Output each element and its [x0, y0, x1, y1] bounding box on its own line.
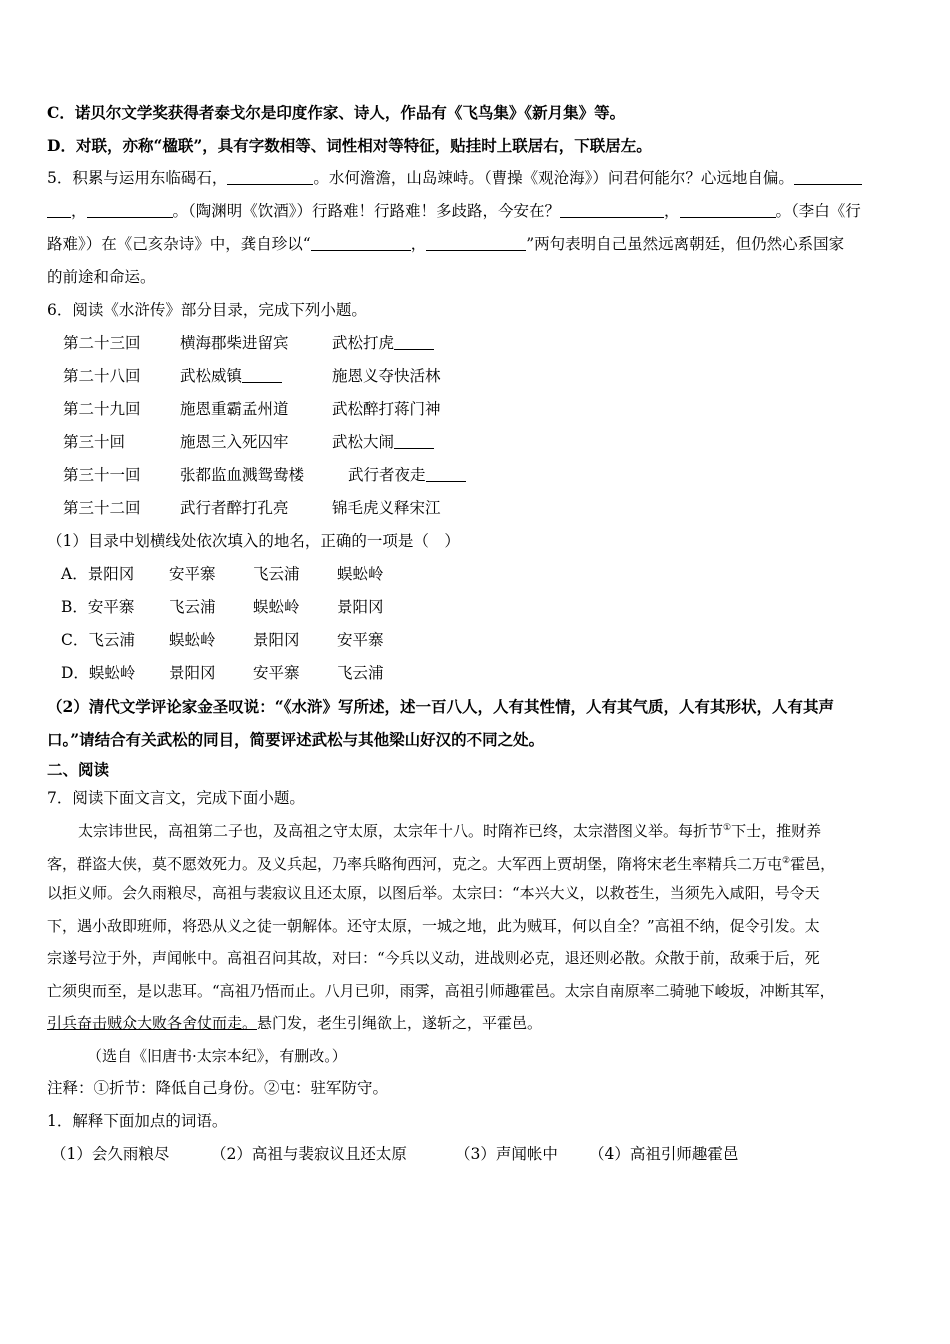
choice-item: 蜈蚣岭	[169, 631, 216, 649]
q5-line-4: 的前途和命运。	[47, 268, 156, 286]
passage-line: 宗遂号泣于外，声闻帐中。高祖召问其故，对曰：“今兵以义动，进战则必克，退还则必散。众散于前，敌乘于后，死	[47, 949, 820, 967]
q5-line-1	[47, 162, 909, 195]
footnote-mark: ①	[723, 823, 732, 833]
section-heading: 二、阅读	[47, 760, 110, 779]
word-item: （2）高祖与裴寂议且还太原	[211, 1145, 407, 1163]
passage-line	[47, 812, 909, 845]
choice-label: D．蜈蚣岭	[61, 664, 136, 682]
q6-title: 6．阅读《水浒传》部分目录，完成下列小题。	[47, 301, 367, 319]
underlined-sentence: 引兵奋击贼众大败各舍仗而走。	[47, 1014, 258, 1032]
q5-text: 。（李白《行	[775, 202, 861, 220]
q5-text: 。水何澹澹，山岛竦峙。（曹操《观沧海》）问君何能尔？心远地自偏。	[313, 169, 794, 187]
word-item: （3）声闻帐中	[455, 1145, 558, 1163]
q5-text: 。（陶渊明《饮酒》）行路难！行路难！多歧路，今安在？	[172, 202, 561, 220]
answer-blank[interactable]	[680, 198, 776, 218]
chapter-title-b: 施恩义夺快活林	[332, 367, 441, 385]
passage-text: 下士，推财养	[731, 822, 822, 840]
answer-blank[interactable]	[47, 198, 71, 218]
q7-items	[47, 1138, 909, 1171]
passage-notes: 注释：①折节：降低自己身份。②屯：驻军防守。	[47, 1079, 389, 1097]
catalog-row	[47, 360, 909, 393]
answer-blank[interactable]	[560, 198, 664, 218]
choice-label: C．飞云浦	[61, 631, 135, 649]
choice-item: 安平寨	[253, 664, 300, 682]
chapter-title-a: 武行者醉打孔亮	[180, 499, 289, 517]
chapter-num: 第三十回	[63, 433, 126, 451]
chapter-num: 第三十二回	[63, 499, 141, 517]
passage-text: 客，群盗大侠，莫不愿效死力。及义兵起，乃率兵略徇西河，克之。大军西上贾胡堡，隋将宋老生率精兵二万屯	[47, 854, 783, 873]
catalog-row	[47, 492, 909, 525]
choice-item: 安平寨	[169, 565, 216, 583]
answer-blank[interactable]	[394, 429, 434, 449]
q5-text: ”两句表明自己虽然远离朝廷，但仍然心系国家	[526, 235, 845, 253]
passage-text: 霍邑，	[790, 854, 836, 873]
chapter-num: 第二十八回	[63, 367, 141, 385]
answer-blank[interactable]	[242, 363, 282, 383]
chapter-num: 第三十一回	[63, 466, 141, 484]
chapter-title-b: 武松大闹	[332, 433, 395, 451]
chapter-title-a: 施恩三入死囚牢	[180, 433, 289, 451]
chapter-title-a: 横海郡柴进留宾	[180, 334, 289, 352]
passage-line: 下，遇小敌即班师，将恐从义之徒一朝解体。还守太原，一城之地，此为贼耳，何以自全？”高祖不纳，促令引发。太	[47, 916, 820, 935]
word-item: （4）高祖引师趣霍邑	[589, 1145, 739, 1163]
answer-blank[interactable]	[227, 165, 313, 185]
choice-item: 景阳冈	[253, 631, 300, 649]
choice-b[interactable]	[47, 591, 909, 624]
choice-item: 蜈蚣岭	[253, 598, 300, 616]
option-d: D．对联，亦称“楹联”，具有字数相等、词性相对等特征，贴挂时上联居右，下联居左。	[47, 136, 652, 155]
q6-sub2-line-1: （2）清代文学评论家金圣叹说：“《水浒》写所述，述一百八人，人有其性情，人有其气质，人有其形状，人有其声	[47, 697, 834, 716]
exam-page	[47, 96, 909, 1171]
catalog-row	[47, 393, 909, 426]
choice-item: 景阳冈	[169, 664, 216, 682]
q5-text: ，	[664, 202, 680, 220]
answer-blank[interactable]	[311, 231, 411, 251]
chapter-title-a: 施恩重霸孟州道	[180, 400, 289, 418]
choice-c[interactable]	[47, 624, 909, 657]
q5-text: ，	[71, 202, 87, 220]
chapter-title-b: 武行者夜走	[348, 466, 426, 484]
choice-item: 飞云浦	[253, 565, 300, 583]
chapter-title-b: 锦毛虎义释宋江	[332, 499, 441, 517]
q5-line-3	[47, 228, 909, 261]
q7-title: 7．阅读下面文言文，完成下面小题。	[47, 789, 305, 807]
q6-sub2-line-2: 口。”请结合有关武松的同目，简要评述武松与其他梁山好汉的不同之处。	[47, 730, 545, 749]
chapter-title-b: 武松醉打蒋门神	[332, 400, 441, 418]
answer-blank[interactable]	[426, 462, 466, 482]
choice-item: 飞云浦	[169, 598, 216, 616]
passage-line	[47, 1007, 909, 1040]
choice-item: 景阳冈	[337, 598, 384, 616]
word-item: （1）会久雨粮尽	[51, 1145, 170, 1163]
answer-blank[interactable]	[394, 330, 434, 350]
choice-a[interactable]	[47, 558, 909, 591]
q5-line-2	[47, 195, 909, 228]
q5-text: 5．积累与运用东临碣石，	[47, 169, 228, 187]
option-c: C．诺贝尔文学奖获得者泰戈尔是印度作家、诗人，作品有《飞鸟集》《新月集》等。	[47, 103, 626, 122]
q7-sub1: 1．解释下面加点的词语。	[47, 1112, 228, 1130]
catalog-row	[47, 459, 909, 492]
q5-text: 路难》）在《己亥杂诗》中，龚自珍以“	[47, 235, 311, 253]
passage-line: 亡须臾而至，是以悲耳。“高祖乃悟而止。八月已卯，雨霁，高祖引师趣霍邑。太宗自南原率二骑驰下峻坂，冲断其军，	[47, 981, 835, 1000]
footnote-mark: ②	[782, 855, 791, 866]
choice-d[interactable]	[47, 657, 909, 690]
choice-item: 飞云浦	[337, 664, 384, 682]
chapter-title-a: 武松威镇	[180, 367, 243, 385]
chapter-title-b: 武松打虎	[332, 334, 395, 352]
q5-text: ，	[410, 235, 427, 253]
catalog	[47, 327, 909, 525]
choice-label: A．景阳冈	[61, 565, 135, 583]
q6-sub1: （1）目录中划横线处依次填入的地名，正确的一项是（ ）	[47, 532, 460, 550]
chapter-num: 第二十九回	[63, 400, 141, 418]
passage-line	[47, 845, 909, 878]
choice-label: B．安平寨	[61, 598, 135, 616]
answer-blank[interactable]	[426, 231, 526, 251]
answer-blank[interactable]	[87, 198, 173, 218]
choice-item: 安平寨	[337, 631, 384, 649]
passage-text: 太宗讳世民，高祖第二子也，及高祖之守太原，太宗年十八。时隋祚已终，太宗潜图义举。每折节	[78, 822, 724, 840]
chapter-title-a: 张都监血溅鸳鸯楼	[180, 466, 305, 484]
chapter-num: 第二十三回	[63, 334, 141, 352]
catalog-row	[47, 426, 909, 459]
passage-text: 悬门发，老生引绳欲上，遂斩之，平霍邑。	[257, 1014, 543, 1032]
answer-blank[interactable]	[794, 165, 862, 185]
passage-source: （选自《旧唐书·太宗本纪》，有删改。）	[87, 1046, 347, 1065]
passage-line: 以拒义师。会久雨粮尽，高祖与裴寂议且还太原，以图后举。太宗曰：“本兴大义，以救苍生，当须先入咸阳，号令天	[47, 884, 820, 902]
choice-item: 蜈蚣岭	[337, 565, 384, 583]
catalog-row	[47, 327, 909, 360]
